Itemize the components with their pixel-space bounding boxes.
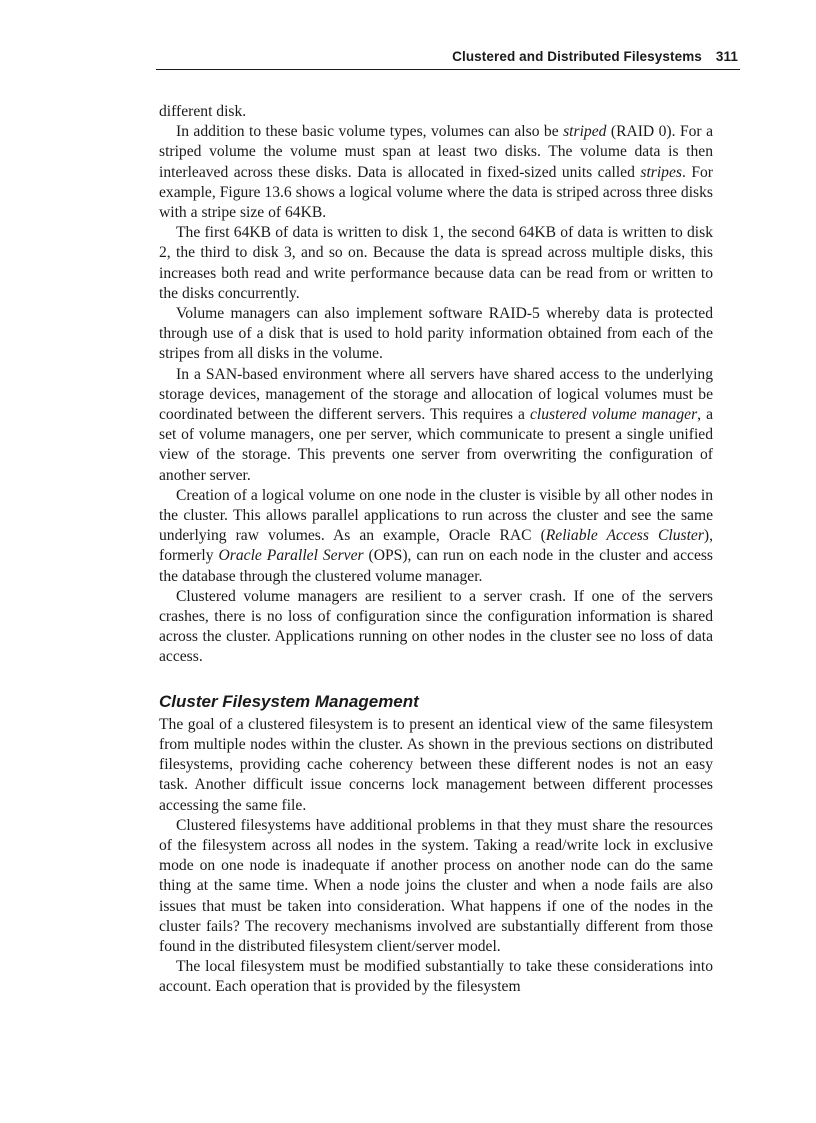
term-striped: striped: [563, 123, 607, 141]
paragraph-10: The local filesystem must be modified substantially to take these considerations into account. Each operation that is provided by the filesystem: [159, 958, 713, 996]
paragraph-2-text-1: In addition to these basic volume types, volumes can also be: [176, 123, 564, 141]
paragraph-6: [159, 486, 713, 587]
paragraph-6-text-2: ), formerly: [159, 527, 713, 565]
paragraph-2-text-3: . For example, Figure 13.6 shows a logical volume where the data is striped across three disks with a stripe size of 64KB.: [159, 163, 713, 222]
term-clustered-volume-manager: clustered volume manager: [530, 406, 698, 424]
paragraph-4: Volume managers can also implement software RAID-5 whereby data is protected through use of a disk that is used to hold parity information obtained from each of the stripes from all disks in the volume.: [159, 305, 713, 363]
paragraph-7: Clustered volume managers are resilient to a server crash. If one of the servers crashes, there is no loss of configuration since the configuration information is shared across the cluster. Applications running on other nodes in the cluster see no loss of data access.: [159, 587, 713, 666]
paragraph-2: [159, 122, 713, 223]
paragraph-3: The first 64KB of data is written to disk 1, the second 64KB of data is written to disk 2, the third to disk 3, and so on. Because the data is spread across multiple disks, this increases both read and write performance because data can be read from or written to the disks concurrently.: [159, 224, 713, 302]
paragraph-2-text-2: (RAID 0). For a striped volume the volume must span at least two disks. The volume data is then interleaved across these disks. Data is allocated in fixed-sized units called: [159, 123, 713, 181]
paragraph-5-text-1: In a SAN-based environment where all servers have shared access to the underlying storage devices, management of the storage and allocation of logical volumes must be coordinated between the different servers. This requires a: [159, 365, 713, 424]
term-oracle-parallel-server: Oracle Parallel Server: [218, 547, 364, 565]
term-reliable-access-cluster: Reliable Access Cluster: [545, 527, 704, 545]
section-heading: Cluster Filesystem Management: [159, 691, 419, 711]
body-text: [159, 102, 713, 998]
paragraph-5-text-2: , a set of volume managers, one per server, which communicate to present a single unified view of the storage. This prevents one server from overwriting the configuration of another server.: [159, 406, 714, 484]
page-number: 311: [715, 49, 738, 64]
paragraph-6-text-1: Creation of a logical volume on one node in the cluster is visible by all other nodes in the cluster. This allows parallel applications to run across the cluster and see the same underlying raw volumes. As an example, Oracle RAC (: [159, 486, 713, 545]
header-rule: [156, 69, 740, 70]
paragraph-9: Clustered filesystems have additional problems in that they must share the resources of the filesystem across all nodes in the system. Taking a read/write lock in exclusive mode on one node is inadequate if another process on another node can do the same thing at the same time. When a node joins the cluster and when a node fails are also issues that must be taken into consideration. What happens if one of the nodes in the cluster fails? The recovery mechanisms involved are substantially different from those found in the distributed filesystem client/server model.: [159, 816, 713, 955]
paragraph-8: The goal of a clustered filesystem is to present an identical view of the same filesystem from multiple nodes within the cluster. As shown in the previous sections on distributed filesystems, providing cache coherency between these different nodes is not an easy task. Another difficult issue concerns lock management between different processes accessing the same file.: [159, 715, 713, 814]
paragraph-1: different disk.: [159, 103, 247, 120]
term-stripes: stripes: [640, 163, 682, 181]
paragraph-5: [159, 365, 713, 486]
running-title: Clustered and Distributed Filesystems: [452, 49, 702, 64]
paragraph-6-text-3: (OPS), can run on each node in the cluster and access the database through the clustered volume manager.: [159, 547, 713, 585]
running-head: [160, 49, 738, 64]
